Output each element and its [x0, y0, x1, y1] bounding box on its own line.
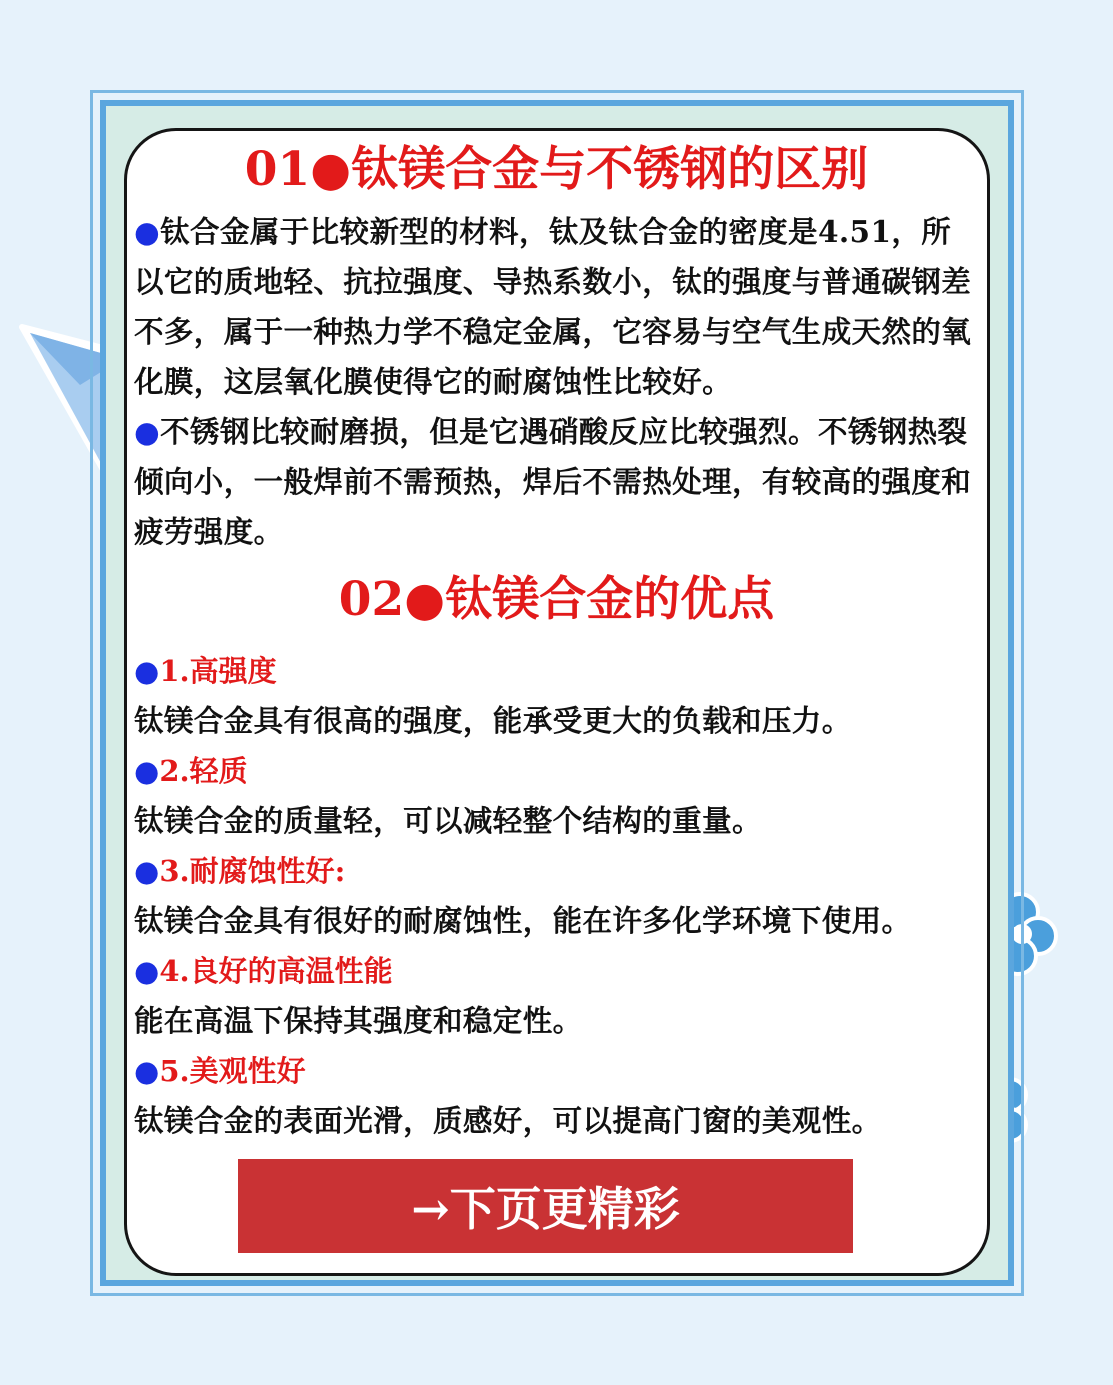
advantage-heading-text: 1.高强度 [159, 654, 277, 688]
advantage-heading-text: 3.耐腐蚀性好: [159, 854, 346, 888]
advantage-body: 钛镁合金具有很高的强度，能承受更大的负载和压力。 [134, 703, 852, 738]
bullet-dot: ● [134, 414, 161, 449]
advantage-heading [134, 951, 393, 991]
advantage-heading-text: 2.轻质 [159, 754, 248, 788]
bullet-dot: ● [134, 954, 160, 988]
bullet-dot: ● [134, 214, 161, 249]
paragraph-text: 钛合金属于比较新型的材料，钛及钛合金的密度是4.51，所以它的质地轻、抗拉强度、导热系数小，钛的强度与普通碳钢差不多，属于一种热力学不稳定金属，它容易与空气生成天然的氧化膜，这层氧化膜使得它的耐腐蚀性比较好。 [134, 214, 972, 399]
advantage-body: 钛镁合金具有很好的耐腐蚀性，能在许多化学环境下使用。 [134, 903, 912, 938]
advantage-heading-text: 5.美观性好 [159, 1054, 306, 1088]
next-page-button[interactable]: →下页更精彩 [238, 1159, 853, 1253]
paragraph-stainless [134, 407, 974, 557]
advantage-heading [134, 651, 277, 691]
advantage-body: 钛镁合金的表面光滑，质感好，可以提高门窗的美观性。 [134, 1103, 882, 1138]
advantage-heading-text: 4.良好的高温性能 [159, 954, 393, 988]
section1-title: 01●钛镁合金与不锈钢的区别 [244, 142, 869, 197]
section2-title: 02●钛镁合金的优点 [338, 572, 775, 627]
advantage-body: 钛镁合金的质量轻，可以减轻整个结构的重量。 [134, 803, 762, 838]
advantage-body: 能在高温下保持其强度和稳定性。 [134, 1003, 583, 1038]
advantage-heading [134, 851, 345, 891]
paragraph-titanium [134, 207, 974, 407]
bullet-dot: ● [134, 854, 160, 888]
bullet-dot: ● [134, 654, 160, 688]
advantage-heading [134, 1051, 306, 1091]
bullet-dot: ● [134, 1054, 160, 1088]
advantage-heading [134, 751, 248, 791]
bullet-dot: ● [134, 754, 160, 788]
paragraph-text: 不锈钢比较耐磨损，但是它遇硝酸反应比较强烈。不锈钢热裂倾向小，一般焊前不需预热，焊后不需热处理，有较高的强度和疲劳强度。 [134, 414, 972, 549]
